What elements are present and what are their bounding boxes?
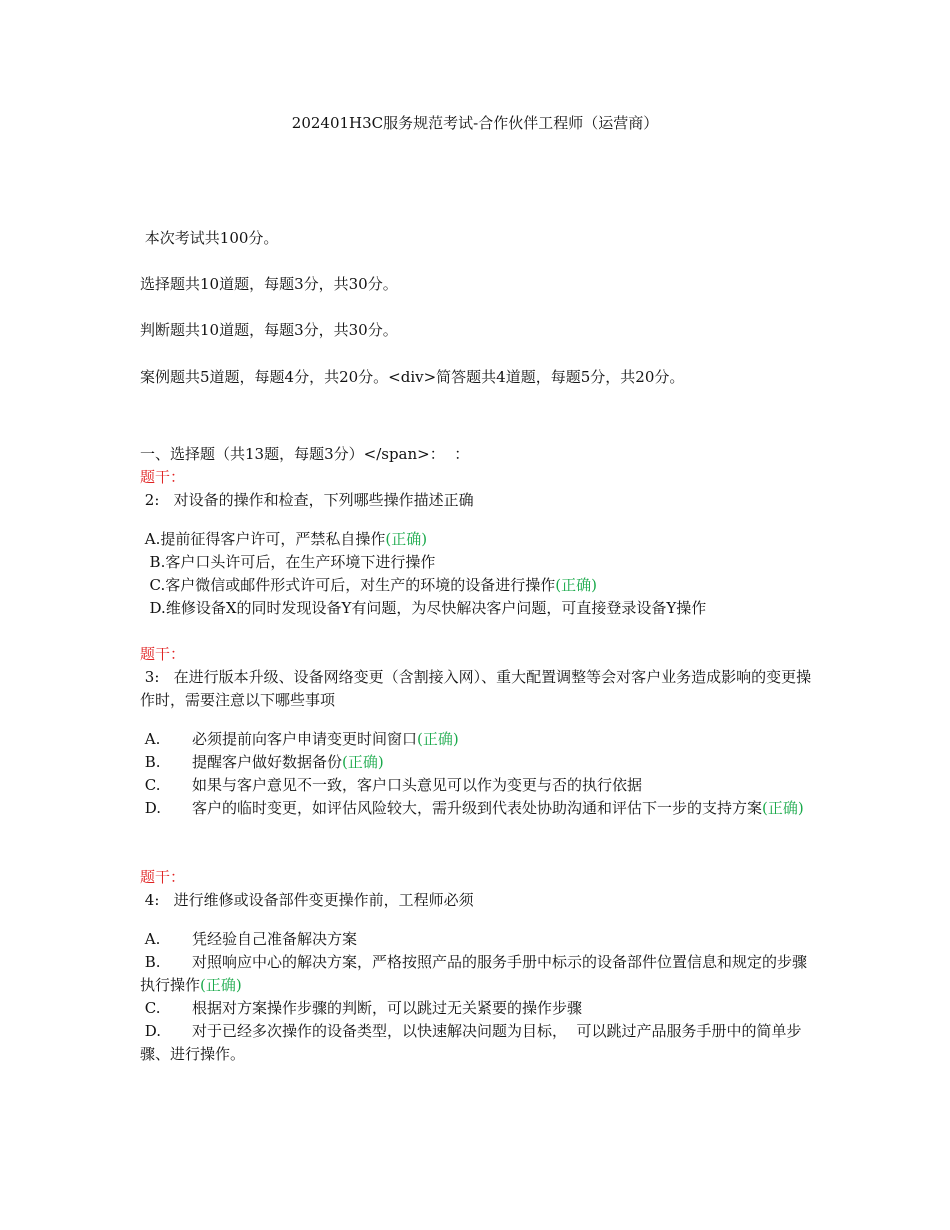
document-title: 202401H3C服务规范考试-合作伙伴工程师（运营商） xyxy=(291,114,659,132)
option-text: 凭经验自己准备解决方案 xyxy=(192,930,358,948)
stem-label: 题干： xyxy=(140,468,186,486)
correct-mark: (正确) xyxy=(417,730,459,748)
stem-label: 题干： xyxy=(140,645,186,663)
option-text: 客户的临时变更，如评估风险较大，需升级到代表处协助沟通和评估下一步的支持方案 xyxy=(192,799,763,817)
option-letter: B. xyxy=(140,953,161,971)
option-text: 维修设备X的同时发现设备Y有问题，为尽快解决客户问题，可直接登录设备Y操作 xyxy=(165,599,707,617)
intro-case: 案例题共5道题，每题4分，共20分。<div>简答题共4道题，每题5分，共20分。 xyxy=(140,368,685,386)
question-option xyxy=(140,1020,820,1066)
question-stem: 2: 对设备的操作和检查，下列哪些操作描述正确 xyxy=(140,491,474,509)
question-option xyxy=(140,551,820,574)
question-option xyxy=(140,774,820,797)
correct-mark: (正确) xyxy=(342,753,384,771)
option-text: 客户口头许可后，在生产环境下进行操作 xyxy=(165,553,436,571)
question-stem: 4: 进行维修或设备部件变更操作前，工程师必须 xyxy=(140,891,474,909)
correct-mark: (正确) xyxy=(385,530,428,548)
intro-total: 本次考试共100分。 xyxy=(140,229,279,247)
option-text: 对于已经多次操作的设备类型，以快速解决问题为目标， 可以跳过产品服务手册中的简单步骤、进行操作。 xyxy=(140,1022,802,1063)
option-text: 提前征得客户许可，严禁私自操作 xyxy=(160,530,386,548)
option-letter: C. xyxy=(140,776,161,794)
option-letter: C. xyxy=(140,576,166,594)
option-letter: D. xyxy=(140,599,166,617)
intro-choice: 选择题共10道题，每题3分，共30分。 xyxy=(140,275,398,293)
option-text: 提醒客户做好数据备份 xyxy=(192,753,343,771)
option-letter: B. xyxy=(140,553,166,571)
correct-mark: (正确) xyxy=(555,576,597,594)
question-option xyxy=(140,528,820,551)
option-text: 根据对方案操作步骤的判断，可以跳过无关紧要的操作步骤 xyxy=(192,999,583,1017)
option-text: 必须提前向客户申请变更时间窗口 xyxy=(192,730,418,748)
intro-judge: 判断题共10道题，每题3分，共30分。 xyxy=(140,321,398,339)
option-text: 客户微信或邮件形式许可后，对生产的环境的设备进行操作 xyxy=(165,576,556,594)
section-header: 一、选择题（共13题，每题3分）</span>： ： xyxy=(140,445,470,463)
option-letter: D. xyxy=(140,1022,162,1040)
question-option xyxy=(140,728,820,751)
question-option xyxy=(140,574,820,597)
option-letter: A. xyxy=(140,530,161,548)
option-text: 如果与客户意见不一致，客户口头意见可以作为变更与否的执行依据 xyxy=(192,776,643,794)
option-letter: B. xyxy=(140,753,161,771)
question-option xyxy=(140,928,820,951)
option-letter: A. xyxy=(140,930,161,948)
question-option xyxy=(140,797,820,820)
stem-label: 题干： xyxy=(140,868,186,886)
option-letter: C. xyxy=(140,999,161,1017)
question-option xyxy=(140,997,820,1020)
correct-mark: (正确) xyxy=(762,799,804,817)
option-letter: D. xyxy=(140,799,162,817)
correct-mark: (正确) xyxy=(200,976,242,994)
question-stem: 3: 在进行版本升级、设备网络变更（含割接入网）、重大配置调整等会对客户业务造成影响的变更操作时，需要注意以下哪些事项 xyxy=(140,668,812,709)
question-option xyxy=(140,951,820,997)
question-option xyxy=(140,597,820,620)
option-letter: A. xyxy=(140,730,161,748)
option-text: 对照响应中心的解决方案，严格按照产品的服务手册中标示的设备部件位置信息和规定的步骤执行操作 xyxy=(140,953,808,994)
question-option xyxy=(140,751,820,774)
